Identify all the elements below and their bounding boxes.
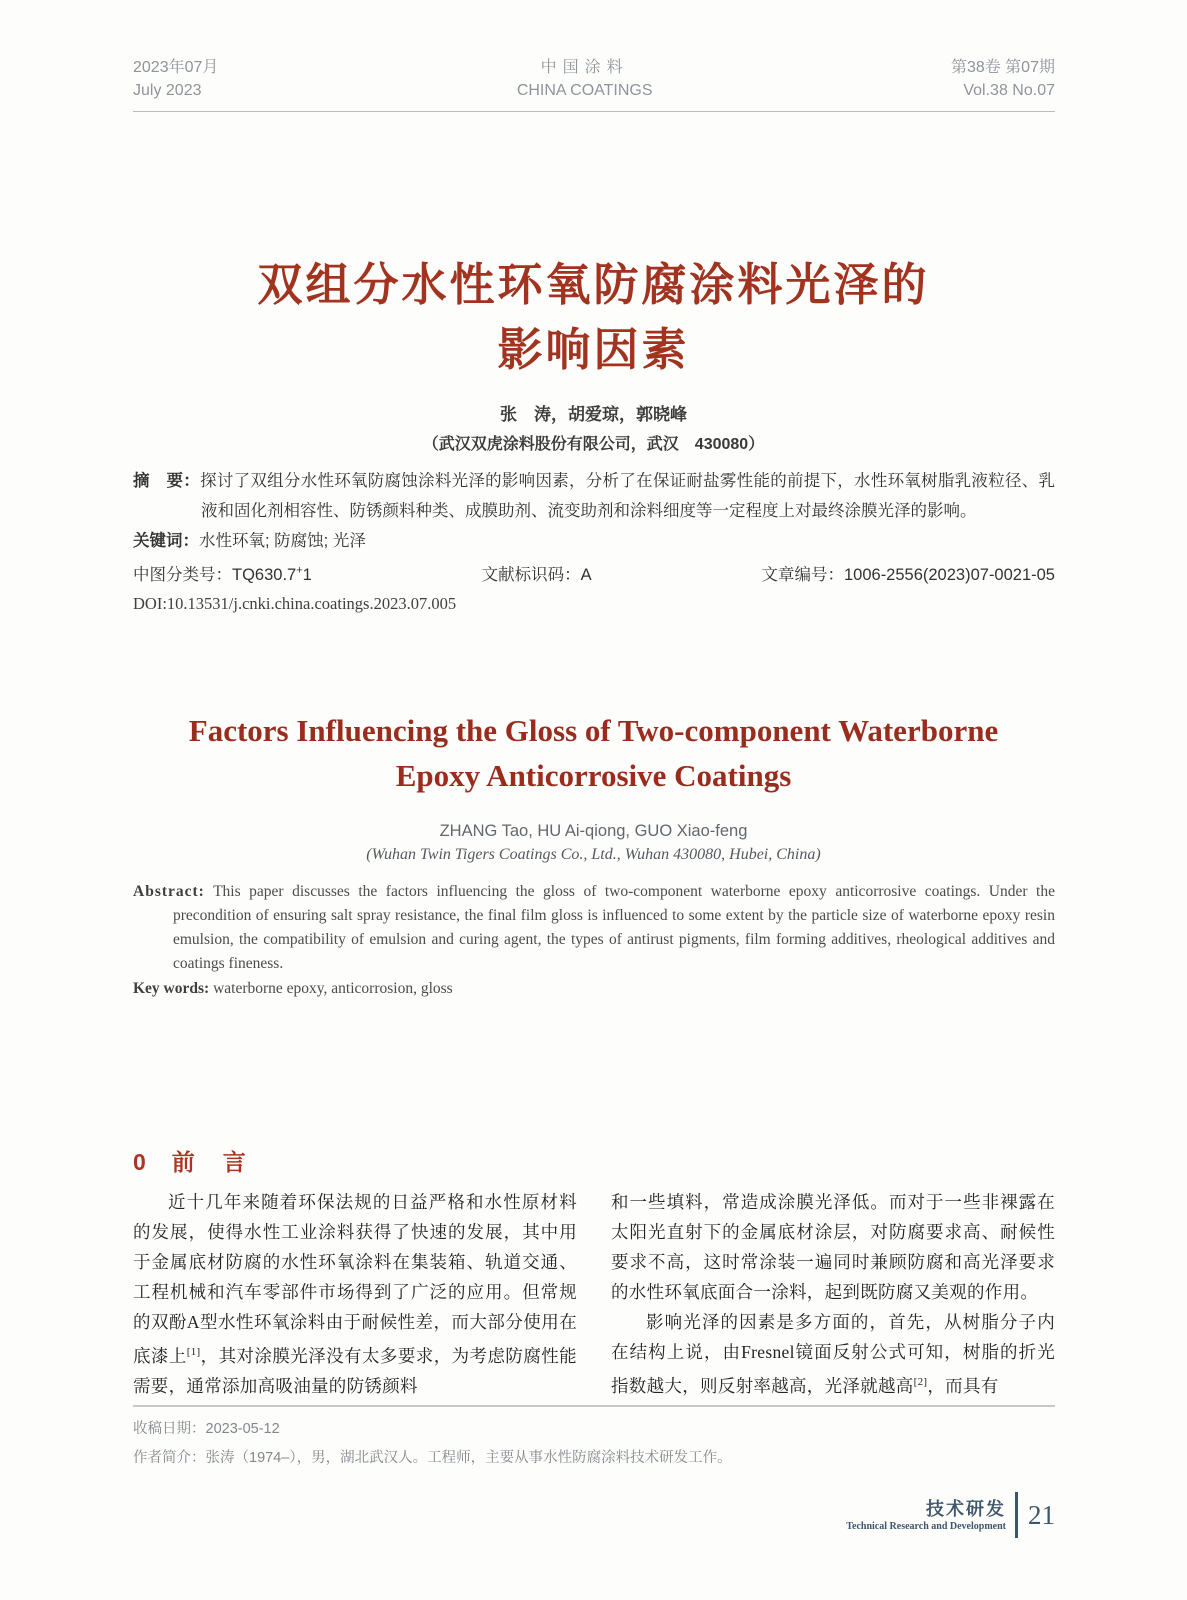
article-id: 文章编号：1006-2556(2023)07-0021-05 xyxy=(761,566,1055,584)
doi: DOI:10.13531/j.cnki.china.coatings.2023.07.005 xyxy=(133,594,457,613)
section-number: 0 xyxy=(133,1149,146,1175)
clc-superscript: + xyxy=(296,564,303,577)
header-issue xyxy=(951,56,1055,102)
abstract-en-label: Abstract: xyxy=(133,883,205,900)
page-footer xyxy=(846,1492,1055,1538)
body-column-right xyxy=(611,1187,1055,1401)
clc-label: 中图分类号： xyxy=(133,566,232,584)
paragraph-text: 近十几年来随着环保法规的日益严格和水性原材料的发展，使得水性工业涂料获得了快速的发展，其中用于金属底材防腐的水性环氧涂料在集装箱、轨道交通、工程机械和汽车零部件市场得到了广泛的应用。但常规的双酚A型水性环氧涂料由于耐候性差，而大部分使用在底漆上 xyxy=(133,1192,577,1366)
affiliation-cn: （武汉双虎涂料股份有限公司，武汉 430080） xyxy=(422,436,765,453)
article-title-cn-line1: 双组分水性环氧防腐涂料光泽的 xyxy=(257,259,930,310)
paragraph xyxy=(133,1187,577,1401)
keywords-cn-text: 水性环氧; 防腐蚀; 光泽 xyxy=(199,532,366,550)
authors-cn: 张 涛，胡爱琼，郭晓峰 xyxy=(500,405,687,424)
keywords-cn-label: 关键词： xyxy=(133,532,199,550)
article-title-en xyxy=(0,708,1187,798)
citation-ref-2: [2] xyxy=(913,1376,928,1388)
body-columns xyxy=(133,1187,1055,1401)
section-0-heading xyxy=(133,1144,1187,1177)
paragraph-text: ，其对涂膜光泽没有太多要求，为考虑防腐性能需要，通常添加高吸油量的防锈颜料 xyxy=(133,1345,577,1396)
document-code: 文献标识码：A xyxy=(481,566,592,584)
abstract-en-text: This paper discusses the factors influencing the gloss of two-component waterborne epoxy anticorrosive coatings. Under the precondition of ensuring salt spray resistance, the final film gloss is influenced to some extent by the particle size of waterborne epoxy resin emulsion, the compatibility of emulsion and curing agent, the types of antirust pigments, film forming additives, rheological additives and coatings fineness. xyxy=(173,883,1055,972)
clc-number xyxy=(133,561,312,585)
clc-tail: 1 xyxy=(302,566,312,584)
section-banner-en: Technical Research and Development xyxy=(846,1520,1006,1532)
received-date: 收稿日期：2023-05-12 xyxy=(133,1421,280,1437)
header-journal-name xyxy=(517,56,653,102)
article-title-en-line2: Epoxy Anticorrosive Coatings xyxy=(395,758,792,793)
keywords-cn xyxy=(133,526,1055,556)
meta-block-cn xyxy=(133,466,1055,614)
journal-header xyxy=(133,56,1055,112)
section-banner-cn: 技术研发 xyxy=(926,1498,1006,1519)
header-date xyxy=(133,56,218,102)
abstract-cn-label: 摘 要： xyxy=(133,472,201,490)
page-number: 21 xyxy=(1028,1499,1055,1530)
body-column-left xyxy=(133,1187,577,1401)
article-title-cn-line2: 影响因素 xyxy=(497,324,690,375)
keywords-en xyxy=(133,976,1055,1002)
keywords-en-text: waterborne epoxy, anticorrosion, gloss xyxy=(209,980,453,997)
abstract-cn xyxy=(133,466,1055,526)
paragraph-text: ，而具有 xyxy=(927,1375,999,1396)
issue-en: Vol.38 No.07 xyxy=(963,82,1055,99)
article-title-en-line1: Factors Influencing the Gloss of Two-component Waterborne xyxy=(188,713,999,748)
affiliation-en: (Wuhan Twin Tigers Coatings Co., Ltd., Wuhan 430080, Hubei, China) xyxy=(366,846,821,863)
author-bio: 作者简介：张涛（1974–），男，湖北武汉人。工程师，主要从事水性防腐涂料技术研发工作。 xyxy=(133,1450,732,1466)
footnote xyxy=(133,1405,1055,1473)
citation-ref-1: [1] xyxy=(186,1346,201,1358)
header-date-cn: 2023年07月 xyxy=(133,59,219,76)
article-title-cn xyxy=(0,252,1187,382)
journal-name-cn: 中国涂料 xyxy=(540,59,629,76)
section-title: 前言 xyxy=(171,1149,274,1175)
section-banner xyxy=(846,1498,1006,1533)
journal-name-en: CHINA COATINGS xyxy=(516,82,653,99)
keywords-en-label: Key words: xyxy=(133,980,210,997)
paragraph xyxy=(611,1307,1055,1401)
footer-divider xyxy=(1015,1492,1018,1538)
paragraph-text: 影响光泽的因素是多方面的，首先，从树脂分子内在结构上说，由Fresnel镜面反射公式可知，树脂的折光指数越大，则反射率越高，光泽就越高 xyxy=(611,1312,1055,1396)
paragraph: 和一些填料，常造成涂膜光泽低。而对于一些非裸露在太阳光直射下的金属底材涂层，对防腐要求高、耐候性要求不高，这时常涂装一遍同时兼顾防腐和高光泽要求的水性环氧底面合一涂料，起到既防腐又美观的作用。 xyxy=(611,1192,1055,1302)
issue-cn: 第38卷 第07期 xyxy=(950,59,1055,76)
clc-base: TQ630.7 xyxy=(232,566,297,584)
abstract-cn-text: 探讨了双组分水性环氧防腐蚀涂料光泽的影响因素，分析了在保证耐盐雾性能的前提下，水性环氧树脂乳液粒径、乳液和固化剂相容性、防锈颜料种类、成膜助剂、流变助剂和涂料细度等一定程度上对最终涂膜光泽的影响。 xyxy=(200,472,1056,520)
classification-row xyxy=(133,561,1055,585)
abstract-en xyxy=(133,880,1055,976)
authors-en: ZHANG Tao, HU Ai-qiong, GUO Xiao-feng xyxy=(439,822,748,840)
header-date-en: July 2023 xyxy=(133,82,202,99)
